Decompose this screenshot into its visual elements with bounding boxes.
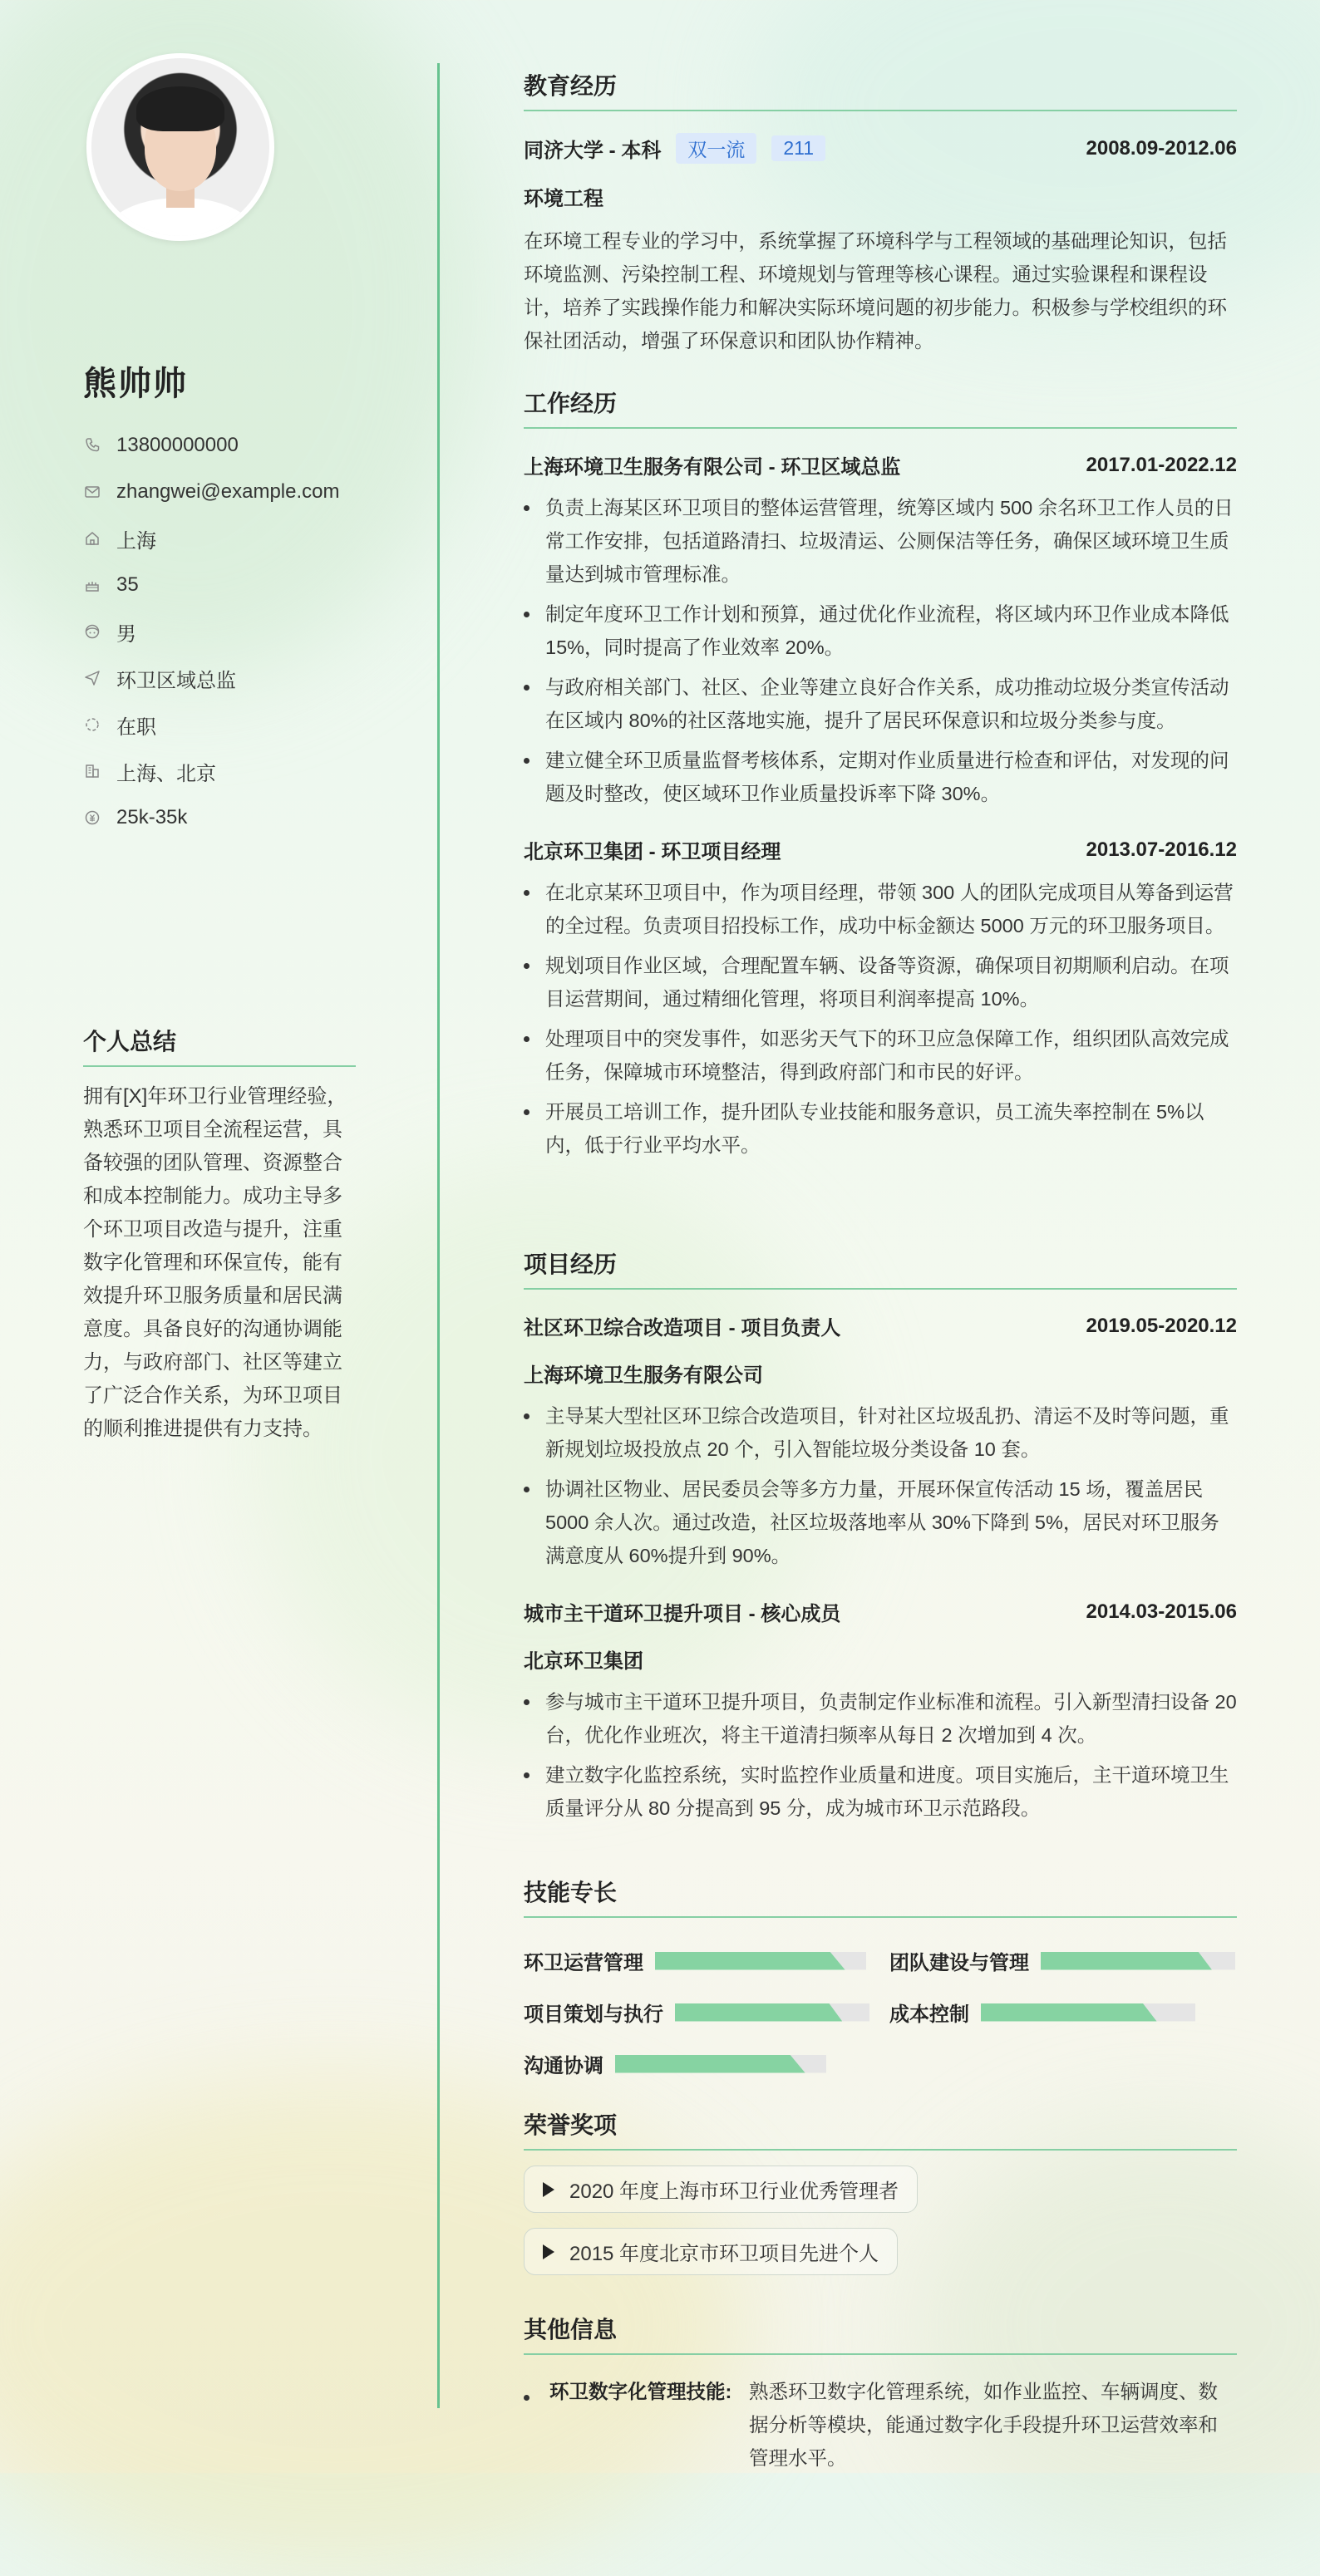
skill-bar-fill — [655, 1952, 845, 1970]
job-bullets — [524, 876, 1237, 1162]
school-tag: 211 — [771, 135, 825, 161]
job-header — [524, 835, 1237, 864]
bullet-item: 建立健全环卫质量监督考核体系，定期对作业质量进行检查和评估，对发现的问题及时整改，使区域环卫作业质量投诉率下降 30%。 — [524, 744, 1237, 810]
status-value: 在职 — [116, 715, 156, 739]
email-row — [83, 469, 340, 515]
salary-row — [83, 794, 340, 841]
salary-icon — [83, 809, 101, 827]
major: 环境工程 — [524, 188, 603, 210]
project-header — [524, 1597, 1237, 1626]
skill-item — [889, 1998, 1195, 2027]
project-title: 社区环卫综合改造项目 - 项目负责人 — [524, 1317, 841, 1340]
skill-item — [889, 1946, 1235, 1975]
education-section — [524, 68, 1237, 357]
bullet-item: 参与城市主干道环卫提升项目，负责制定作业标准和流程。引入新型清扫设备 20 台，优化作业班次，将主干道清扫频率从每日 2 次增加到 4 次。 — [524, 1685, 1237, 1752]
project-title: 城市主干道环卫提升项目 - 核心成员 — [524, 1603, 841, 1625]
status-row — [83, 701, 340, 748]
award-text: 2020 年度上海市环卫行业优秀管理者 — [569, 2180, 899, 2203]
location-value: 上海 — [116, 529, 156, 553]
skill-bar-fill — [981, 2003, 1157, 2022]
summary-title: 个人总结 — [83, 1024, 356, 1067]
project-org: 北京环卫集团 — [524, 1650, 643, 1673]
candidate-name: 熊帅帅 — [83, 366, 188, 402]
skill-name: 沟通协调 — [524, 2055, 603, 2077]
job-title: 北京环卫集团 - 环卫项目经理 — [524, 841, 781, 863]
mail-icon — [83, 483, 101, 501]
bullet-item: 制定年度环卫工作计划和预算，通过优化作业流程，将区域内环卫作业成本降低 15%，同时提高了作业效率 20%。 — [524, 597, 1237, 664]
skill-bar-fill — [615, 2055, 805, 2073]
award-text: 2015 年度北京市环卫项目先进个人 — [569, 2243, 879, 2265]
skill-name: 项目策划与执行 — [524, 2003, 663, 2026]
skill-bar — [615, 2055, 826, 2073]
bullet-item: 与政府相关部门、社区、企业等建立良好合作关系，成功推动垃圾分类宣传活动在区域内 80%的社区落地实施，提升了居民环保意识和垃圾分类参与度。 — [524, 671, 1237, 737]
city-row — [83, 748, 340, 794]
salary-value: 25k-35k — [116, 806, 188, 828]
section-title: 荣誉奖项 — [524, 2107, 1237, 2151]
section-title: 其他信息 — [524, 2312, 1237, 2355]
home-icon — [83, 529, 101, 548]
phone-icon — [83, 436, 101, 455]
education-header — [524, 133, 1237, 164]
section-title: 工作经历 — [524, 386, 1237, 429]
other-section — [524, 2312, 1237, 2475]
skill-bar-fill — [1041, 1952, 1212, 1970]
avatar — [86, 53, 274, 241]
skill-item — [524, 2049, 826, 2078]
job-title: 上海环境卫生服务有限公司 - 环卫区域总监 — [524, 456, 901, 479]
bullet-item: 开展员工培训工作，提升团队专业技能和服务意识，员工流失率控制在 5%以内，低于行业平均水平。 — [524, 1095, 1237, 1162]
project-bullets — [524, 1399, 1237, 1572]
position-value: 环卫区域总监 — [116, 669, 236, 692]
bullet-item: 处理项目中的突发事件，如恶劣天气下的环卫应急保障工作，组织团队高效完成任务，保障城市环境整洁，得到政府部门和市民的好评。 — [524, 1022, 1237, 1089]
skills-section — [524, 1875, 1237, 2106]
skill-bar — [981, 2003, 1195, 2022]
city-icon — [83, 762, 101, 780]
skill-item — [524, 1998, 869, 2027]
award-item — [524, 2213, 1237, 2275]
education-description: 在环境工程专业的学习中，系统掌握了环境科学与工程领域的基础理论知识，包括环境监测、污染控制工程、环境规划与管理等核心课程。通过实验课程和课程设计，培养了实践操作能力和解决实际环境问题的初步能力。积极参与学校组织的环保社团活动，增强了环保意识和团队协作精神。 — [524, 230, 1227, 351]
age-icon — [83, 576, 101, 594]
bullet-item: 在北京某环卫项目中，作为项目经理，带领 300 人的团队完成项目从筹备到运营的全过程。负责项目招投标工作，成功中标金额达 5000 万元的环卫服务项目。 — [524, 876, 1237, 942]
other-value: 熟悉环卫数字化管理系统，如作业监控、车辆调度、数据分析等模块，能通过数字化手段提升环卫运营效率和管理水平。 — [749, 2381, 1218, 2469]
gender-value: 男 — [116, 622, 136, 646]
school-name: 同济大学 - 本科 — [524, 140, 662, 162]
skill-bar-fill — [675, 2003, 842, 2022]
skill-name: 团队建设与管理 — [889, 1952, 1029, 1974]
job-bullets — [524, 491, 1237, 810]
contact-list — [83, 422, 340, 841]
location-row — [83, 515, 340, 562]
job-period: 2013.07-2016.12 — [1086, 838, 1237, 861]
other-key: 环卫数字化管理技能: — [549, 2381, 732, 2402]
skill-bar — [655, 1952, 866, 1970]
age-row — [83, 562, 340, 608]
phone-value: 13800000000 — [116, 434, 239, 456]
bullet-dot — [524, 2395, 529, 2401]
triangle-icon — [543, 2182, 554, 2197]
job-header — [524, 450, 1237, 479]
project-period: 2019.05-2020.12 — [1086, 1314, 1237, 1337]
age-value: 35 — [116, 573, 139, 596]
email-value: zhangwei@example.com — [116, 480, 340, 503]
other-item — [524, 2375, 1237, 2475]
job-period: 2017.01-2022.12 — [1086, 453, 1237, 476]
bullet-item: 协调社区物业、居民委员会等多方力量，开展环保宣传活动 15 场，覆盖居民 5000 余人次。通过改造，社区垃圾落地率从 30%下降到 5%，居民对环卫服务满意度从 60%提升到 90%。 — [524, 1472, 1237, 1572]
awards-section — [524, 2107, 1237, 2275]
bullet-item: 主导某大型社区环卫综合改造项目，针对社区垃圾乱扔、清运不及时等问题，重新规划垃圾投放点 20 个，引入智能垃圾分类设备 10 套。 — [524, 1399, 1237, 1466]
skill-name: 环卫运营管理 — [524, 1952, 643, 1974]
project-period: 2014.03-2015.06 — [1086, 1600, 1237, 1623]
position-icon — [83, 669, 101, 687]
bullet-item: 建立数字化监控系统，实时监控作业质量和进度。项目实施后，主干道环境卫生质量评分从 80 分提高到 95 分，成为城市环卫示范路段。 — [524, 1758, 1237, 1825]
school-tag: 双一流 — [676, 133, 756, 164]
skill-bar — [1041, 1952, 1235, 1970]
bullet-item: 负责上海某区环卫项目的整体运营管理，统筹区域内 500 余名环卫工作人员的日常工作安排，包括道路清扫、垃圾清运、公厕保洁等任务，确保区域环境卫生质量达到城市管理标准。 — [524, 491, 1237, 591]
bullet-item: 规划项目作业区域，合理配置车辆、设备等资源，确保项目初期顺利启动。在项目运营期间，通过精细化管理，将项目利润率提高 10%。 — [524, 949, 1237, 1015]
project-header — [524, 1311, 1237, 1340]
work-section — [524, 386, 1237, 1168]
phone-row — [83, 422, 340, 469]
section-title: 项目经历 — [524, 1246, 1237, 1290]
position-row — [83, 655, 340, 701]
gender-row — [83, 608, 340, 655]
project-bullets — [524, 1685, 1237, 1825]
education-period: 2008.09-2012.06 — [1086, 136, 1237, 160]
column-divider — [437, 63, 440, 2408]
city-value: 上海、北京 — [116, 762, 216, 785]
project-org: 上海环境卫生服务有限公司 — [524, 1364, 763, 1387]
projects-section — [524, 1246, 1237, 1831]
skill-item — [524, 1946, 866, 1975]
section-title: 技能专长 — [524, 1875, 1237, 1918]
status-icon — [83, 715, 101, 734]
skill-name: 成本控制 — [889, 2003, 969, 2026]
triangle-icon — [543, 2244, 554, 2259]
award-item — [524, 2151, 1237, 2213]
section-title: 教育经历 — [524, 68, 1237, 111]
summary-text: 拥有[X]年环卫行业管理经验，熟悉环卫项目全流程运营，具备较强的团队管理、资源整合和成本控制能力。成功主导多个环卫项目改造与提升，注重数字化管理和环保宣传，能有效提升环卫服务质量和居民满意度。具备良好的沟通协调能力，与政府部门、社区等建立了广泛合作关系，为环卫项目的顺利推进提供有力支持。 — [83, 1085, 347, 1440]
skill-bar — [675, 2003, 869, 2022]
skills-list — [524, 1939, 1237, 2106]
gender-icon — [83, 622, 101, 641]
